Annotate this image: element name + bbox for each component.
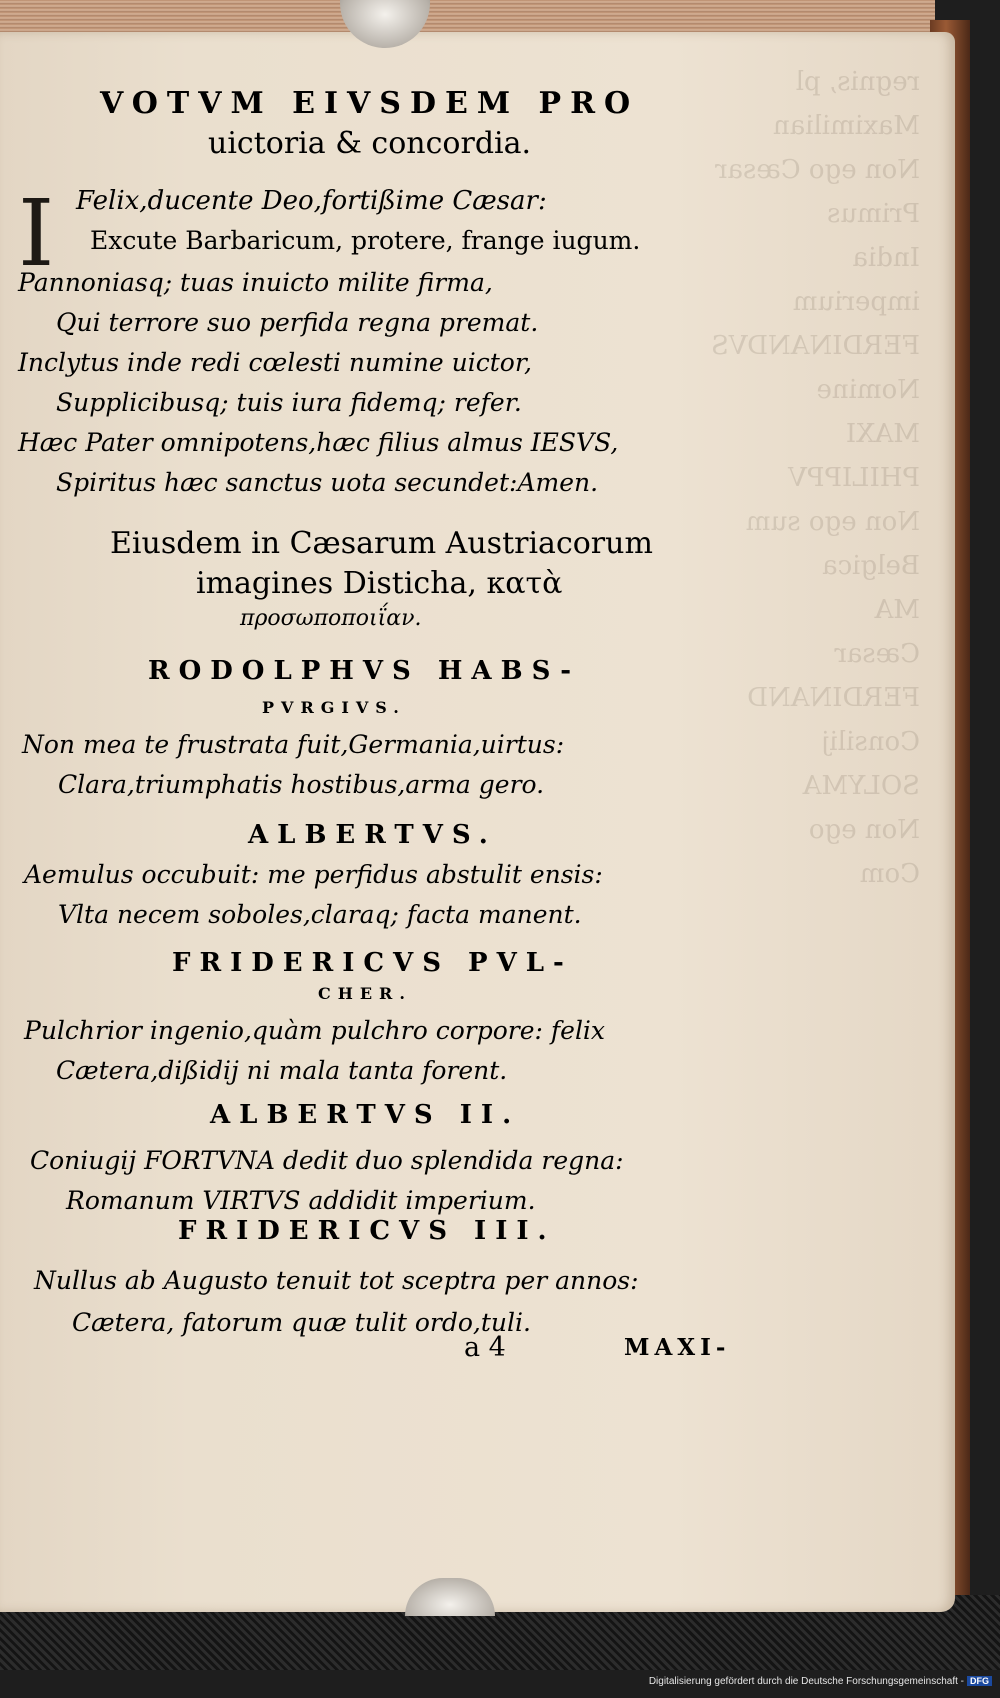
distich-line: Cætera,dißidij ni mala tanta forent. xyxy=(56,1056,508,1085)
section-title: Eiusdem in Cæsarum Austriacorum xyxy=(110,526,653,561)
show-through-line: imperium xyxy=(792,287,920,317)
show-through-line: Non ego sum xyxy=(745,507,920,537)
emperor-name: FRIDERICVS PVL- xyxy=(172,948,573,978)
digitization-credit xyxy=(649,1676,992,1687)
poem-line: Hæc Pater omnipotens,hæc filius almus IESVS, xyxy=(18,428,619,457)
distich-line: Coniugij FORTVNA dedit duo splendida regna: xyxy=(30,1146,624,1175)
poem-line: Excute Barbaricum, protere, frange iugum. xyxy=(90,226,641,255)
show-through-line: Cæsar xyxy=(834,639,920,669)
emperor-name: FRIDERICVS III. xyxy=(178,1216,556,1246)
distich-line: Cætera, fatorum quæ tulit ordo,tuli. xyxy=(72,1308,531,1337)
show-through-line: SOLYMA xyxy=(802,771,920,801)
show-through-line: India xyxy=(852,243,920,273)
signature-mark: a 4 xyxy=(464,1332,506,1363)
distich-line: Clara,triumphatis hostibus,arma gero. xyxy=(58,770,545,799)
credit-text: Digitalisierung gefördert durch die Deutsche Forschungsgemeinschaft - xyxy=(648,1676,964,1687)
show-through-line: Maximilian xyxy=(773,111,920,141)
emperor-name: PVRGIVS. xyxy=(262,698,406,717)
emperor-name: RODOLPHVS HABS- xyxy=(148,656,581,686)
poem-line: Felix,ducente Deo,fortißime Cæsar: xyxy=(76,186,547,216)
show-through-line: Consilij xyxy=(821,727,920,757)
section-title-greek: προσωποποιΐαν. xyxy=(240,606,422,631)
show-through-line: FERDINANDVS xyxy=(711,331,920,361)
show-through-line: MA xyxy=(874,595,920,625)
distich-line: Non mea te frustrata fuit,Germania,uirtus: xyxy=(22,730,565,759)
heading-subtitle: uictoria & concordia. xyxy=(208,126,532,161)
poem-line: Qui terrore suo perfida regna premat. xyxy=(56,308,539,337)
poem-line: Inclytus inde redi cœlesti numine uictor, xyxy=(18,348,532,377)
poem-line: Supplicibusq; tuis iura fidemq; refer. xyxy=(56,388,522,417)
show-through-line: Primus xyxy=(827,199,920,229)
heading-title: VOTVM EIVSDEM PRO xyxy=(100,86,640,121)
emperor-name: ALBERTVS II. xyxy=(210,1100,521,1130)
distich-line: Nullus ab Augusto tenuit tot sceptra per annos: xyxy=(34,1266,639,1295)
emperor-name: ALBERTVS. xyxy=(248,820,497,850)
poem-line: Pannoniasq; tuas inuicto milite firma, xyxy=(18,268,493,297)
show-through-line: PHILIPPV xyxy=(788,463,920,493)
show-through-line: MAXI xyxy=(845,419,920,449)
show-through-line: FERDINAND xyxy=(747,683,920,713)
poem-line: Spiritus hæc sanctus uota secundet:Amen. xyxy=(56,468,599,497)
section-title: imagines Disticha, κατὰ xyxy=(196,566,563,601)
distich-line: Pulchrior ingenio,quàm pulchro corpore: felix xyxy=(24,1016,606,1045)
show-through-line: Com xyxy=(859,859,920,889)
show-through-line: Nomine xyxy=(816,375,920,405)
show-through-line: Non ego Cæsar xyxy=(715,155,920,185)
drop-cap: I xyxy=(18,180,55,287)
distich-line: Vlta necem soboles,claraq; facta manent. xyxy=(58,900,582,929)
emperor-name: CHER. xyxy=(318,984,412,1003)
show-through-line: Belgica xyxy=(822,551,920,581)
distich-line: Romanum VIRTVS addidit imperium. xyxy=(66,1186,536,1215)
show-through-line: Non ego xyxy=(808,815,920,845)
catchword: MAXI- xyxy=(624,1334,731,1361)
show-through-line: regnis, pl xyxy=(795,67,920,97)
distich-line: Aemulus occubuit: me perfidus abstulit ensis: xyxy=(24,860,603,889)
show-through-text xyxy=(600,60,920,1320)
dfg-logo: DFG xyxy=(967,1676,992,1686)
